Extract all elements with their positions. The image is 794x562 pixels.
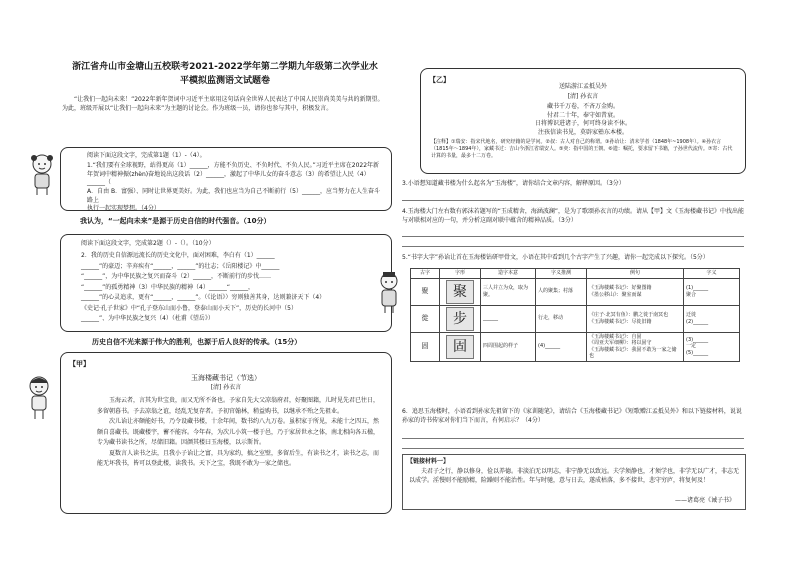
poem-line: 付君二十年，奉守如昔衰。 bbox=[546, 111, 619, 119]
meaning-cell[interactable]: (1)______ bbox=[686, 285, 709, 291]
part1-banner: 我认为，“一起向未来”是源于历史自信的时代强音。（10分） bbox=[80, 217, 271, 225]
character-table bbox=[410, 268, 740, 362]
passage-jia-paragraph: 夏数言人读书之法，且我小子诒让之富，具为家约，搞之室壁，多留后生，有读书之才，读书之志，而能无坏我书，皆可以登此楼，读我书。天下之宝，我既不敢为一家之储也。 bbox=[97, 449, 380, 467]
link-text: 夫君子之行，静以修身，俭以养德。非淡泊无以明志，非宁静无以致远。夫学须静也，才须学也，非学无以广才，非志无以成学。淫慢则不能励精，险躁则不能治性。年与时驰，意与日去，遂成枯落，多不接世，悲守穷庐，将复何及！ bbox=[409, 468, 740, 485]
title-line-1: 浙江省舟山市金塘山五校联考2021-2022学年第二学期九年级第二次学业水 bbox=[72, 62, 378, 72]
passage-yi-note: 【注释】①瑞安：指宋代地名，研究经籍的是学问。②叔：古人对自己的称谓。③孙诒让：清末学者（1848年~1908年）。④孙衣言（1815年～1894年），家藏书过：吉山今浙江省瑞安人。⑤奕：指中国的王朝。⑥遗：嘱托，要求留下书籍，子孙世代流传。⑦寄：古代计算的书量，最多十二万卷。 bbox=[431, 139, 733, 159]
scholar-illustration-icon bbox=[376, 270, 402, 314]
meaning-cell[interactable]: (3)______ bbox=[686, 336, 709, 343]
meaning-cell: 一定 bbox=[686, 343, 697, 350]
example-sentence: 《庄子·北冥有鱼》：鹏之徙于南冥也 bbox=[589, 312, 669, 318]
guess-cell: 行走，移动 bbox=[536, 305, 587, 332]
part2-line: ______”的心灵追求，更有“______，______”。（《论语》）穷则独善其身，达则兼济天下（4） bbox=[81, 294, 326, 301]
origin-cell[interactable]: ______ bbox=[481, 305, 536, 332]
meaning-cell: 迁徙 bbox=[686, 312, 697, 318]
table-header-row bbox=[411, 269, 740, 279]
part1-line: 1.“我们要有全球视野，站得更高（1）______，方能不负历史、不负时代、不负人民。”习近平主席在2022年新 bbox=[87, 162, 380, 169]
passage-jia-box bbox=[60, 352, 392, 514]
table-row bbox=[411, 278, 740, 305]
intro-paragraph: “让我们一起向未来！”2022年新年贺词中习近平主席用这句话向全世界人民表达了中国人民崇尚美美与共的新期望。为此，班级开展以“让我们一起向未来”为主题的讨论会。作为班级一员，请你也参与其中，积极发言。 bbox=[62, 96, 384, 112]
ancient-glyph-icon: 固 bbox=[446, 335, 474, 359]
answer-line[interactable] bbox=[402, 448, 744, 449]
answer-line[interactable] bbox=[402, 246, 744, 247]
question-4: 4.玉海楼大门左右数有郭沫若题写的“玉成精舍，海涵波澜”，是为了歌颂孙衣言的功绩。请从【甲】文《玉海楼藏书记》中找出能与对联相对应的一句，并分析这副对联中蕴含的精神品质。（3分） bbox=[402, 208, 744, 224]
passage-jia-label: 【甲】 bbox=[69, 360, 90, 368]
answer-line[interactable] bbox=[402, 236, 744, 237]
part2-line: ______”的豪迈；辛弃疾有“______，______”的壮志；《岳阳楼记》中______ bbox=[81, 262, 280, 270]
answer-line[interactable] bbox=[402, 438, 744, 439]
passage-jia-title: 玉海楼藏书记（节选） bbox=[191, 374, 261, 382]
table-row bbox=[411, 305, 740, 332]
part2-banner: 历史自信不光来源于伟大的胜利，也源于后人良好的传承。（15分） bbox=[92, 338, 302, 346]
example-sentence: 《墨公移山》：聚室而谋 bbox=[589, 291, 642, 298]
question-3: 3.小语想知道藏书楼为什么起名为“玉海楼”，请你结合文章内容，解释原因。（3分） bbox=[402, 180, 625, 187]
link-label: 【链接材料一】 bbox=[407, 458, 450, 465]
char-cell: 固 bbox=[411, 332, 440, 361]
origin-cell: 三人并立为众，取为聚。 bbox=[481, 278, 536, 305]
passage-yi-title: 送陆游江孟抵吴外 bbox=[558, 83, 607, 90]
guess-cell: 人的聚集；村落 bbox=[536, 278, 587, 305]
part2-line: ______”、为中华民族之复兴（4）（杜甫《望岳》） bbox=[81, 315, 214, 322]
boy-illustration-icon bbox=[24, 374, 54, 420]
passage-jia-author: [清] 孙衣言 bbox=[210, 384, 242, 391]
page-title bbox=[60, 60, 390, 89]
poem-line: 注孩信读书见，莫辟家塾东本楼。 bbox=[537, 129, 628, 137]
girl-illustration-icon bbox=[28, 152, 56, 196]
link-source: ——诸葛亮《诫子书》 bbox=[674, 497, 735, 504]
example-sentence: 《玉海楼藏书记》：自固 bbox=[589, 333, 642, 340]
answer-line[interactable] bbox=[402, 200, 744, 201]
passage-yi-author: [清] 孙衣言 bbox=[567, 93, 599, 100]
part2-prompt: 阅读下面这段文字，完成第2题（）-（）。（10分） bbox=[81, 240, 215, 247]
part2-line: 《史记·孔子世家》中“孔子登东山而小鲁，登泰山而小天下”，历史的长河中（5） bbox=[81, 304, 297, 312]
example-sentence: 《玉海楼藏书记》：尽徙旧籍 bbox=[589, 318, 652, 325]
part1-line: 年贺词中精神振(zhèn)奋地说出这段话（2）______，激起了中华儿女的奋斗意志（3）的希望让人民（4）______（ bbox=[87, 170, 370, 187]
part2-line: “______”的孤勇精神（3）中华民族的精神（4）______“______， bbox=[81, 283, 254, 291]
part2-box bbox=[60, 234, 392, 332]
table-row bbox=[411, 332, 740, 361]
table-header: 字形 bbox=[440, 269, 481, 279]
passage-yi-box bbox=[420, 68, 746, 174]
meaning-cell[interactable]: (2)______ bbox=[686, 318, 709, 325]
origin-cell: 四周围起的样子 bbox=[481, 332, 536, 361]
char-cell: 聚 bbox=[411, 278, 440, 305]
table-header: 字义 bbox=[684, 269, 740, 279]
part1-line: 执行一起实现梦想。（4分） bbox=[87, 205, 160, 213]
table-header: 造字本意 bbox=[481, 269, 536, 279]
table-header: 古字 bbox=[411, 269, 440, 279]
part2-line: “______”，为中华民族之复兴而奋斗（2）______，不断前行的步伐…… bbox=[81, 273, 272, 280]
guess-cell[interactable]: (4)______ bbox=[536, 332, 587, 361]
part2-line: 2．我的历史自信源远流长的历史文化中，面对困难，李白有（1）______ bbox=[81, 252, 275, 259]
part1-line: A．自由 B．富强）、同时让世界更美好。为此，我们也应当为自己不断前行（5）______，应当努力在人生奋斗路上 bbox=[87, 188, 380, 204]
table-header: 字义推测 bbox=[536, 269, 587, 279]
meaning-cell[interactable]: (5)______ bbox=[686, 349, 709, 356]
example-sentence: 《周亚夫军细柳》：将以固守 bbox=[589, 340, 652, 346]
poem-line: 藏书千万卷，不吝万金购。 bbox=[546, 103, 619, 110]
title-line-2: 平模拟监测语文试题卷 bbox=[179, 76, 270, 87]
passage-jia-paragraph: 玉海云者，言其为世宝贵，而又无所不备也。予家自先大父凉翁府君，好聚图籍，儿时见先君已往日，多留朝暮书。予去凉翁之谊，经乱无复存者。予初官翰林，稍益购书，以继承不殆之先祖业。 bbox=[97, 397, 380, 415]
example-sentence: 《玉海楼藏书记》：好聚图籍 bbox=[589, 285, 652, 291]
char-cell: 徙 bbox=[411, 305, 440, 332]
example-sentence: 《玉海楼藏书记》：我固不敢为一家之储也 bbox=[589, 346, 677, 359]
passage-jia-paragraph: 次儿诒让亦颇能好书，乃令设藏书楼，十余年间，数书约八九万卷。虽积家于所见，未能十之四五，然颇自喜藏书。既藏楼宇，蓄不能容。今年春，为次儿小筑一楼于邑，乃于家居世永之体，南北相向各五楹，专为藏书读书之所，尽储旧籍。因颜其楼曰玉海楼，以示斯旨。 bbox=[97, 418, 380, 446]
ancient-glyph-icon: 步 bbox=[446, 307, 474, 331]
table-header: 例句 bbox=[587, 269, 684, 279]
link-material-box bbox=[402, 454, 746, 510]
meaning-cell: 聚合 bbox=[686, 291, 697, 298]
ancient-glyph-icon: 聚 bbox=[446, 280, 474, 304]
question-6: 6．追思玉海楼时，小语看到孙家先祖留下的《家训随笔》，请结合《玉海楼藏书记》《短歌赠江孟抵吴外》和以下链接材料，说说孙家的诗书传家对你们当下而言，有何启示？（4分） bbox=[402, 408, 742, 424]
part1-box bbox=[60, 147, 392, 211]
part1-prompt: 阅读下面这段文字，完成第1题（1）-（4）。 bbox=[87, 152, 206, 159]
question-5: 5.“书字大字”孙诒让首在玉海楼钻研甲骨文，小语在其中看到几个古字产生了兴趣，请你一起完成以下探究。（5分） bbox=[402, 254, 709, 261]
poem-line: 日将博识进诸子，何可终身读不休。 bbox=[534, 120, 631, 128]
passage-yi-label: 【乙】 bbox=[429, 76, 450, 84]
